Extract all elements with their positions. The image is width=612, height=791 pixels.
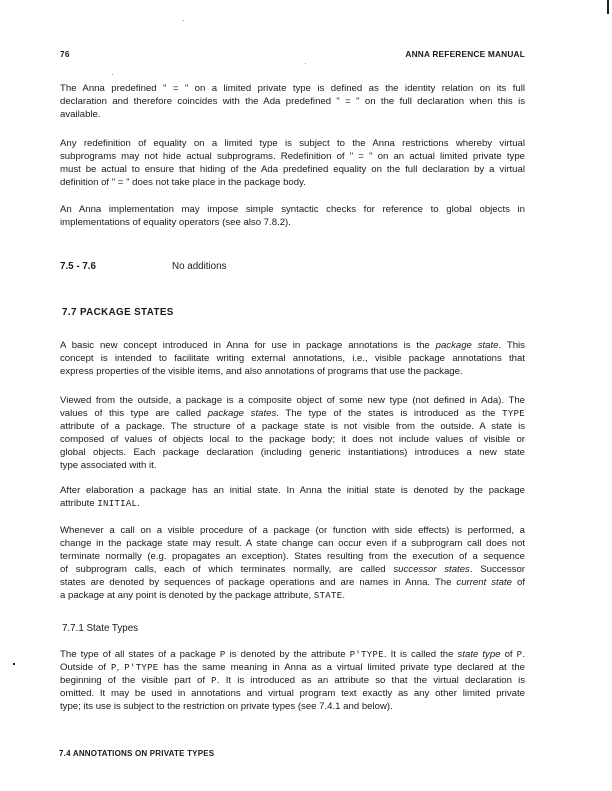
text-run: .: [137, 498, 140, 509]
text-line: An Anna implementation may impose simple syntactic checks for reference to global objects in: [60, 204, 525, 215]
text-run: .: [522, 649, 526, 660]
text-line: change in the package state may result. A state change can occur even if a subprogram call does not: [60, 538, 525, 549]
paragraph-composite-object: [60, 394, 525, 472]
text-line: global objects. Each package declaration (including generic instantiations) introduces a new state: [60, 447, 525, 458]
text-run: of: [512, 577, 526, 588]
text-run: states are denoted by sequences of package operations and are names in Anna. The: [60, 577, 457, 588]
code-p-type: P'TYPE: [124, 663, 159, 673]
text-line: concept is intended to facilitate writing external annotations, i.e., visible package annotations that: [60, 353, 525, 364]
scan-speck: [305, 63, 306, 64]
text-run: . This: [498, 340, 525, 351]
text-line: terminate normally (e.g. propagates an exception). States resulting from the execution of a sequence: [60, 551, 525, 562]
footer-section-title: 7.4 ANNOTATIONS ON PRIVATE TYPES: [59, 749, 215, 758]
paragraph-state-types: [60, 648, 525, 713]
scan-edge-mark: [607, 0, 609, 14]
text-line: The Anna predefined " = " on a limited private type is defined as the identity relation on its full: [60, 83, 525, 94]
text-line: After elaboration a package has an initial state. In Anna the initial state is denoted by the package: [60, 485, 525, 496]
section-7-5-text: No additions: [172, 261, 227, 272]
paragraph-state-change: [60, 524, 525, 602]
term-state-type: state type: [457, 649, 501, 660]
text-run: The type of all states of a package: [60, 649, 220, 660]
paragraph-redefinition-equality: [60, 137, 525, 189]
text-line: Viewed from the outside, a package is a composite object of some new type (not defined in Ada). The: [60, 395, 525, 406]
paragraph-identity-relation: [60, 82, 525, 121]
text-run: a package at any point is denoted by the package attribute,: [60, 590, 314, 601]
text-line: omitted. It may be used in annotations and virtual program text exactly as any other limited private: [60, 688, 525, 699]
text-run: . The type of the states is introduced as the: [276, 408, 503, 419]
text-line: declaration and therefore coincides with the Ada predefined " = " on the full declaration when this is: [60, 96, 525, 107]
scan-speck: [183, 20, 184, 21]
text-run: beginning of the visible part of: [60, 675, 212, 686]
text-run: . It is introduced as an attribute so that the virtual declaration is: [216, 675, 525, 686]
text-line: available.: [60, 109, 101, 120]
code-type: TYPE: [502, 409, 525, 419]
text-run: attribute: [60, 498, 98, 509]
text-line: type associated with it.: [60, 460, 157, 471]
text-line: must be actual to ensure that hiding of the Ada predefined equality on the full declaration by a virtual: [60, 164, 525, 175]
text-run: of: [500, 649, 517, 660]
term-successor-states: successor states: [393, 564, 470, 575]
code-p: P: [110, 663, 117, 673]
paragraph-package-state-concept: [60, 339, 525, 378]
term-current-state: current state: [456, 577, 513, 588]
text-run: . It is called the: [383, 649, 458, 660]
text-line: attribute of a package. The structure of a package state is not visible from the outside. A state is: [60, 421, 525, 432]
text-run: values of this type are called: [60, 408, 208, 419]
section-number-7-5: 7.5 - 7.6: [60, 261, 96, 272]
code-p: P: [516, 650, 523, 660]
text-line: Any redefinition of equality on a limited type is subject to the Anna restrictions whereby virtual: [60, 138, 525, 149]
page-number: 76: [60, 49, 70, 59]
text-line: composed of values of objects local to the package body; it does not include values of visible or: [60, 434, 525, 445]
text-line: subprograms may not hide actual subprograms. Redefinition of " = " on an actual limited private type: [60, 151, 525, 162]
text-run: . Successor: [469, 564, 526, 575]
text-line: definition of " = " does not take place in the package body.: [60, 177, 306, 188]
text-run: .: [342, 590, 346, 601]
section-heading-7-7: 7.7 PACKAGE STATES: [62, 307, 174, 318]
text-run: is denoted by the attribute: [225, 649, 350, 660]
running-title: ANNA REFERENCE MANUAL: [405, 49, 525, 59]
text-run: ,: [116, 662, 125, 673]
text-run: of subprogram calls, each of which terminates normally, are called: [60, 564, 394, 575]
text-line: Whenever a call on a visible procedure of a package (or function with side effects) is performed, a: [60, 525, 525, 536]
text-line: type; its use is subject to the restriction on private types (see 7.4.1 and below).: [60, 701, 393, 712]
code-p: P: [211, 676, 217, 686]
subsection-heading-7-7-1: 7.7.1 State Types: [62, 623, 139, 634]
text-run: Outside of: [60, 662, 111, 673]
scan-speck: [112, 74, 113, 75]
code-state: STATE: [313, 591, 343, 601]
text-run: has the same meaning in Anna as a virtual limited private type declared at the: [158, 662, 525, 673]
paragraph-syntactic-checks: [60, 203, 525, 229]
code-initial: INITIAL: [97, 499, 138, 509]
text-line: implementations of equality operators (see also 7.8.2).: [60, 217, 291, 228]
code-p: P: [219, 650, 226, 660]
text-line: express properties of the visible items, and also annotations of programs that use the package.: [60, 366, 463, 377]
code-p-type: P'TYPE: [349, 650, 384, 660]
term-package-states: package states: [207, 408, 277, 419]
scan-speck: [13, 663, 15, 665]
text-run: A basic new concept introduced in Anna for use in package annotations is the: [60, 340, 436, 351]
paragraph-initial-state: [60, 484, 525, 510]
term-package-state: package state: [435, 340, 499, 351]
